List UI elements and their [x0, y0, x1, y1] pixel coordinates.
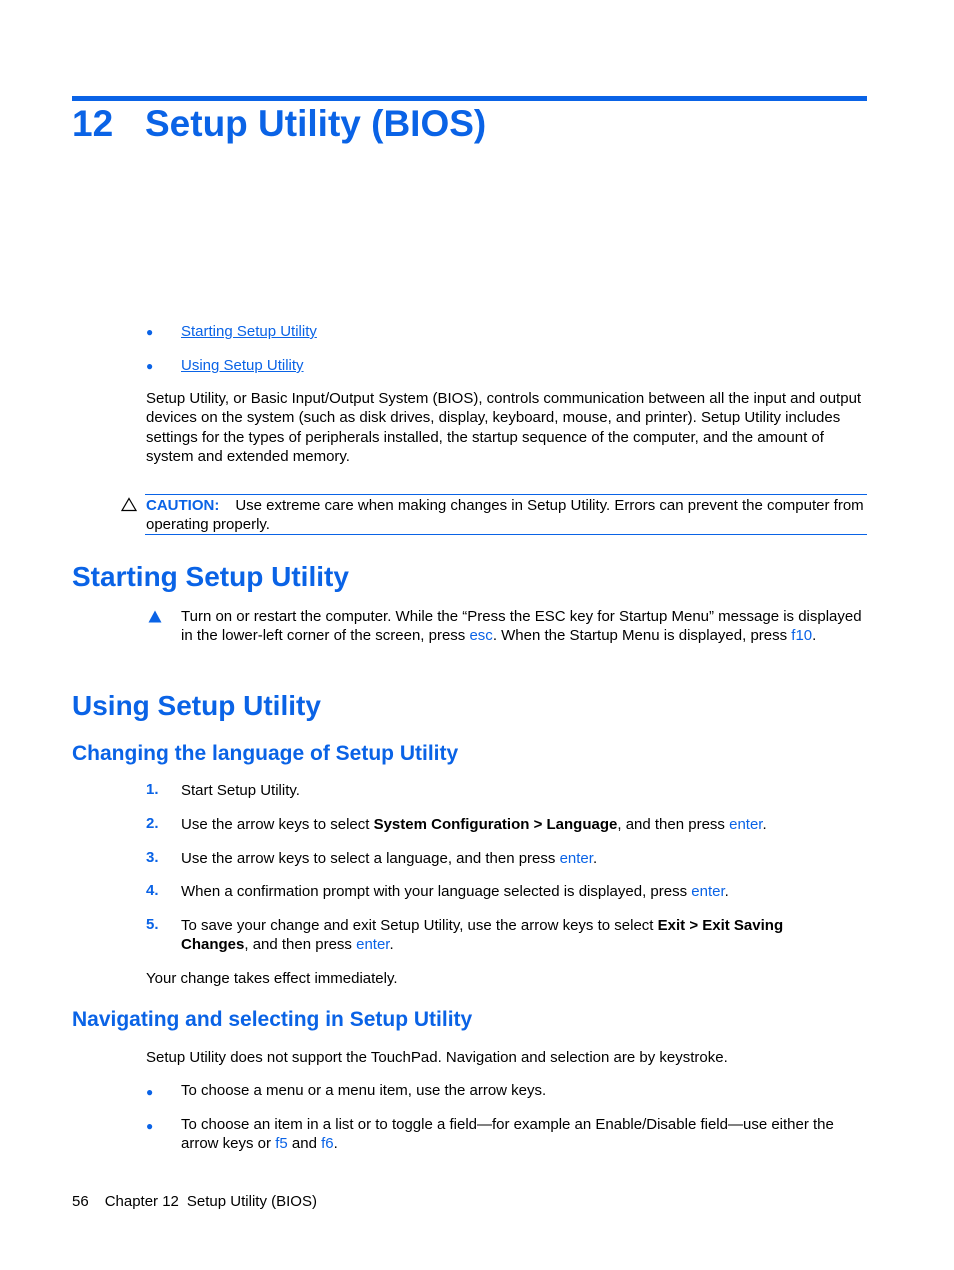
key-f5: f5 — [275, 1135, 288, 1153]
bullet-text: . — [333, 1135, 338, 1153]
heading-navigating: Navigating and selecting in Setup Utility — [72, 1008, 473, 1031]
key-enter: enter — [729, 816, 763, 833]
language-result: Your change takes effect immediately. — [146, 970, 398, 987]
step-text: Start Setup Utility. — [181, 782, 300, 799]
navigating-bullet-1 — [181, 1081, 871, 1100]
step-text: When a confirmation prompt with your language selected is displayed, press — [181, 883, 692, 900]
bullet-icon: ● — [146, 1119, 154, 1133]
caution-icon — [121, 497, 137, 517]
step-text: , and then press — [617, 816, 730, 833]
language-step-1 — [181, 781, 871, 800]
chapter-title — [72, 103, 486, 145]
key-enter: enter — [356, 936, 390, 954]
step-number: 3. — [146, 849, 159, 866]
intro-paragraph: Setup Utility, or Basic Input/Output System (BIOS), controls communication between all the input and output devices on the system (such as disk drives, display, keyboard, mouse, and printer). Setup Utility includes settings for the types of peripherals installed, the startup sequence of the computer, and the amount of system and extended memory. — [146, 390, 862, 465]
step-text: Use the arrow keys to select a language, and then press — [181, 850, 560, 867]
step-text: . — [389, 936, 394, 954]
key-enter: enter — [691, 883, 725, 900]
step-text: . — [724, 883, 729, 900]
language-step-3 — [181, 849, 871, 868]
heading-using: Using Setup Utility — [72, 690, 321, 721]
key-enter: enter — [559, 850, 593, 867]
language-step-4 — [181, 882, 871, 901]
starting-step-text-a: Turn on or restart the computer. While the “Press the ESC key for Startup Menu” message is displayed in the lower-left corner of the screen, press — [181, 608, 862, 645]
starting-step-text-b: . When the Startup Menu is displayed, press — [492, 627, 792, 645]
step-text: Use the arrow keys to select — [181, 816, 374, 833]
toc-item-using[interactable] — [181, 356, 304, 375]
step-text: To save your change and exit Setup Utility, use the arrow keys to select — [181, 917, 658, 934]
step-number: 5. — [146, 916, 159, 933]
caution-top-rule — [145, 494, 867, 495]
step-text: , and then press — [244, 936, 357, 954]
chapter-title-text: Setup Utility (BIOS) — [145, 103, 487, 144]
chapter-rule — [72, 96, 867, 101]
footer-chapter-title: Setup Utility (BIOS) — [186, 1193, 317, 1210]
navigating-intro: Setup Utility does not support the TouchPad. Navigation and selection are by keystroke. — [146, 1049, 728, 1066]
toc-link-starting[interactable]: Starting Setup Utility — [181, 323, 317, 340]
navigating-bullet-2 — [181, 1115, 871, 1154]
starting-step — [181, 607, 871, 646]
toc-item-starting[interactable] — [181, 322, 317, 341]
page-footer — [72, 1193, 317, 1210]
heading-language: Changing the language of Setup Utility — [72, 742, 459, 765]
language-step-5 — [181, 916, 841, 955]
starting-step-text-c: . — [812, 627, 817, 645]
step-text: . — [592, 850, 598, 867]
menu-path: System Configuration > Language — [373, 816, 618, 833]
caution-text: Use extreme care when making changes in Setup Utility. Errors can prevent the computer from operating properly. — [146, 497, 864, 534]
page-number: 56 — [72, 1193, 89, 1210]
step-number: 4. — [146, 882, 159, 899]
bullet-text: To choose an item in a list or to toggle a field—for example an Enable/Disable field—use either the arrow keys or — [181, 1116, 834, 1153]
menu-path: Exit > Exit Saving Changes — [181, 917, 784, 954]
toc-bullet-icon: ● — [146, 359, 154, 373]
step-triangle-icon — [148, 610, 162, 628]
toc-bullet-icon: ● — [146, 325, 154, 339]
heading-starting: Starting Setup Utility — [72, 561, 349, 592]
bullet-icon: ● — [146, 1085, 154, 1099]
step-number: 2. — [146, 815, 159, 832]
footer-chapter-label: Chapter 12 — [104, 1193, 179, 1210]
language-step-2 — [181, 815, 871, 834]
caution-box — [146, 496, 868, 535]
key-f10: f10 — [791, 627, 813, 645]
step-text: . — [762, 816, 767, 833]
caution-bottom-rule — [145, 534, 867, 535]
bullet-text: To choose a menu or a menu item, use the arrow keys. — [181, 1082, 547, 1099]
toc-link-using[interactable]: Using Setup Utility — [181, 357, 304, 374]
key-f6: f6 — [321, 1135, 334, 1153]
key-esc: esc — [469, 627, 493, 645]
step-number: 1. — [146, 781, 159, 798]
caution-label: CAUTION: — [146, 497, 220, 514]
bullet-text: and — [287, 1135, 322, 1153]
chapter-number: 12 — [72, 103, 114, 144]
